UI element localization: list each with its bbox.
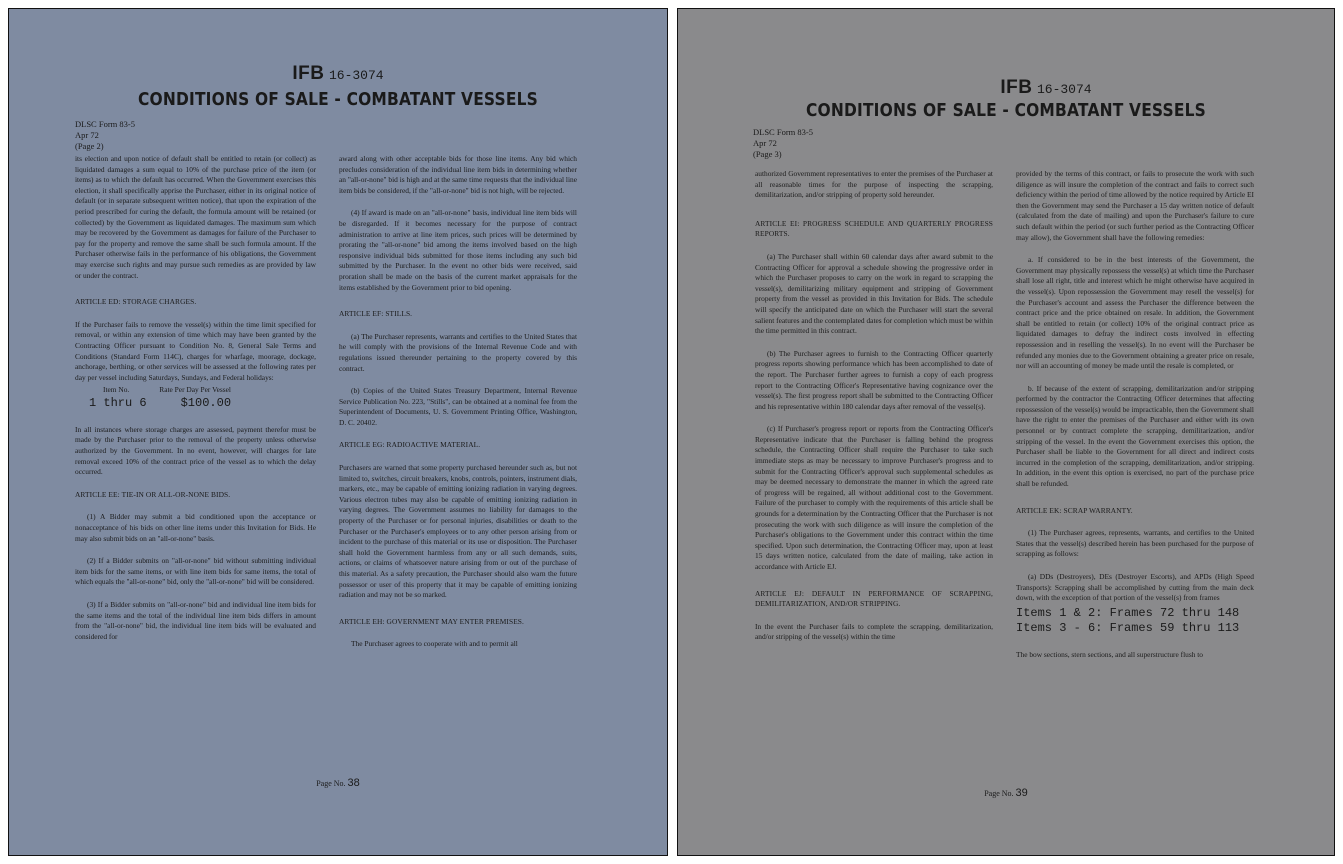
paragraph: If the Purchaser fails to remove the vessel(s) within the time limit specified for removal, or within any extension of time which may have been granted by the Contracting Officer pursuant to Condition No. 8, General Sale Terms and Conditions (Standard Form 114C), charges for wharfage, moorage, dockage, anchorage, berthing, or other services will be assessed at the following rates per day per vessel including Saturdays, Sundays, and Federal holidays: xyxy=(75,319,316,382)
table-header-rate: Rate Per Day Per Vessel xyxy=(159,385,231,395)
ifb-number: 16-3074 xyxy=(1036,82,1092,97)
page-number-label: Page No. xyxy=(316,779,346,788)
form-number: DLSC Form 83-5 xyxy=(75,119,135,129)
paragraph: In all instances where storage charges are assessed, payment therefor must be made by the Purchaser prior to the removal of the property unless otherwise authorized by the Government. In no event, however, will charges for late removal exceed 10% of the contract price of the vessel as to which the delay occurred. xyxy=(75,424,316,477)
paragraph: (b) The Purchaser agrees to furnish to the Contracting Officer quarterly progress reports showing performance which has been accomplished to date of the report. The Purchaser further agrees to furnish a copy of each progress report to the Contracting Officer's Representative having cognizance over the vessel(s). The first progress report shall be submitted to the Contracting Officer and his representative within 180 calendar days after removal of the vessel(s). xyxy=(755,348,993,411)
form-info xyxy=(75,119,135,152)
paragraph: (b) Copies of the United States Treasury Department, Internal Revenue Service Publication No. 223, "Stills", can be obtained at a nominal fee from the Superintendent of Documents, U. S. Government Printing Office, Washington, D. C. 20402. xyxy=(339,386,577,427)
document-page-38 xyxy=(8,8,668,856)
form-date: Apr 72 xyxy=(753,138,777,148)
page-number-label: Page No. xyxy=(984,789,1014,798)
frames-row xyxy=(1016,606,1254,621)
table-cell-items: 1 thru 6 xyxy=(89,395,147,410)
paragraph: (3) If a Bidder submits on "all-or-none" bid and individual line item bids for the same items and the total of the individual line item bids differs in amount from the "all-or-none" bid, the individual line item bids will be evaluated and considered for xyxy=(75,600,316,641)
page-number xyxy=(678,787,1334,799)
frames-list xyxy=(1016,606,1254,636)
paragraph: (1) The Purchaser agrees, represents, warrants, and certifies to the United States that the vessel(s) described herein has been purchased for the purpose of scrapping as follows: xyxy=(1016,528,1254,559)
paragraph: (2) If a Bidder submits on "all-or-none" bid without submitting individual item bids for the same items, or with line item bids for same items, the total of which equals the "all-or-none" bid, only the "all-or-none" bid will be considered. xyxy=(75,556,316,587)
form-page: (Page 2) xyxy=(75,141,104,151)
article-ed-heading: ARTICLE ED: STORAGE CHARGES. xyxy=(75,297,197,307)
paragraph: (c) If Purchaser's progress report or reports from the Contracting Officer's Representative indicate that the Purchaser is falling behind the progress schedule, the Contracting Officer shall require the Purchaser to take such immediate steps as may be necessary to improve Purchaser's progress and to submit for the Contracting Officer's approval such supplemental schedules as may be deemed necessary to demonstrate the manner in which the agreed rate of progress will be regained, all without additional cost to the Government. Failure of the purchaser to comply with the requirements of this article shall be grounds for a determination by the Contracting Officer that the Purchaser is not prosecuting the work with such diligence as will insure the completion of the Purchaser's obligations to the Government under this contract within the time specified. Upon such determination, the Contracting Officer may, upon at least 15 days written notice, calculated from the date of mailing, take action in accordance with Article EJ. xyxy=(755,424,993,571)
paragraph: (4) If award is made on an "all-or-none" basis, individual line item bids will be disregarded. If it becomes necessary for the purpose of contract administration to arrive at line item prices, such prices will be determined by prorating the "all-or-none" bid among the items involved based on the high responsive individual bids submitted for those items including any such bid submitted by the Purchaser. In the event no other bids were received, said proration shall be made on the basis of the current market appraisals for the items established by the Government prior to bid opening. xyxy=(339,208,577,292)
frames-range: Frames 59 thru 113 xyxy=(1109,620,1240,635)
paragraph: provided by the terms of this contract, or fails to prosecute the work with such diligence as will insure the completion of the contract and fails to correct such deficiency within the period of time allowed by the notice required by Article EI then the Government may send the Purchaser a 15 day written notice of default (calculated from the date of mailing) and upon the Purchaser's failure to cure such default within the period (or such further period as the Contracting Officer may allow), the Government shall have the following remedies: xyxy=(1016,169,1254,242)
article-ej-heading: ARTICLE EJ: DEFAULT IN PERFORMANCE OF SCRAPPING, DEMILITARIZATION, AND/OR STRIPPING. xyxy=(755,588,993,609)
right-column-2 xyxy=(1016,169,1254,672)
paragraph: In the event the Purchaser fails to complete the scrapping, demilitarization, and/or stripping of the vessel(s) within the time xyxy=(755,621,993,642)
paragraph: its election and upon notice of default shall be entitled to retain (or collect) as liquidated damages a sum equal to 10% of the purchase price of the item (or items) as to which the default has occurred. When the Government exercises this election, it shall specifically apprise the Purchaser, either in its original notice of default (or in separate subsequent written notice), that upon the expiration of the period prescribed for curing the default, the formula amount will be retained (or collected) by the Government as liquidated damages. The maximum sum which may be recovered by the Government as damages for failure of the Purchaser to pay for the property and remove the same shall be such formula amount. If the Purchaser otherwise fails in the performance of his obligations, the Government may exercise such rights and may pursue such remedies as are provided by law or under the contract. xyxy=(75,154,316,280)
document-page-39 xyxy=(677,8,1335,856)
frames-row xyxy=(1016,621,1254,636)
article-eg-heading: ARTICLE EG: RADIOACTIVE MATERIAL. xyxy=(339,440,481,450)
table-header-item: Item No. xyxy=(103,385,130,395)
article-ek-heading: ARTICLE EK: SCRAP WARRANTY. xyxy=(1016,505,1133,515)
ifb-header xyxy=(678,77,1335,99)
paragraph: The Purchaser agrees to cooperate with and to permit all xyxy=(351,639,518,649)
paragraph: authorized Government representatives to enter the premises of the Purchaser at all reasonable times for the purpose of inspecting the scrapping, demilitarization, and/or stripping of property sold hereunder. xyxy=(755,169,993,200)
paragraph: (a) The Purchaser represents, warrants and certifies to the United States that he will comply with the provisions of the Internal Revenue Code and with regulations issued thereunder pertaining to the property covered by this contract. xyxy=(339,331,577,373)
left-column-1 xyxy=(75,154,316,654)
paragraph: (a) The Purchaser shall within 60 calendar days after award submit to the Contracting Officer for approval a schedule showing the progressive order in which the Purchaser proposes to carry on the work in regard to scrapping the vessel(s), demilitarizing military equipment and stripping of Government property from the vessel as provided in this Invitation for Bids. The schedule will specify the anticipated date on which the Purchaser will start the several salient features and the contemplated dates for completion which must be within the time permitted in this contract. xyxy=(755,251,993,336)
page-number xyxy=(9,777,667,789)
page-number-value: 39 xyxy=(1015,787,1028,799)
form-date: Apr 72 xyxy=(75,130,99,140)
rate-table-header xyxy=(75,385,316,396)
page-title: CONDITIONS OF SALE - COMBATANT VESSELS xyxy=(806,100,1206,121)
paragraph: (1) A Bidder may submit a bid conditioned upon the acceptance or nonacceptance of his bids on other line items under this Invitation for Bids. He may also submit bids on an "all-or-none" basis. xyxy=(75,512,316,543)
paragraph: The bow sections, stern sections, and all superstructure flush to xyxy=(1016,649,1203,659)
frames-range: Frames 72 thru 148 xyxy=(1109,605,1240,620)
frames-items-label: Items 3 - 6: xyxy=(1016,620,1103,635)
article-ee-heading: ARTICLE EE: TIE-IN OR ALL-OR-NONE BIDS. xyxy=(75,489,231,499)
paragraph: award along with other acceptable bids for those line items. Any bid which precludes consideration of the individual line item bids in determining whether an "all-or-none" bid is high and at the same time requests that the individual line item bids be considered, if the "all-or-none" bid is not high, will be rejected. xyxy=(339,154,577,195)
article-ei-heading: ARTICLE EI: PROGRESS SCHEDULE AND QUARTERLY PROGRESS REPORTS. xyxy=(755,218,993,239)
paragraph: Purchasers are warned that some property purchased hereunder such as, but not limited to, switches, circuit breakers, knobs, controls, pointers, instrument dials, markers, etc., may be capable of emitting ionizing radiation in varying degrees. Various electron tubes may also be capable of emitting ionizing radiation in varying degrees. The Government assumes no liability for damages to the property of the Purchaser or for personal injuries, disabilities or death to the Purchaser or the Purchaser's employees or to any other person arising from or incident to the purchase of this material or its use or disposition. The Purchaser shall hold the Government harmless from any or all such demands, suits, actions, or claims of whatsoever nature arising from or out of the purchase of this material. As a safety precaution, the Purchaser should also warn the future possessor or user of this property that it may be capable of emitting ionizing radiation and may not be so marked. xyxy=(339,463,577,600)
paragraph: b. If because of the extent of scrapping, demilitarization and/or stripping performed by the contractor the Contracting Officer determines that affecting repossession of the vessel(s) would be impracticable, then the Government shall have the right to enter the premises of the Purchaser and either with its own personnel or by contract complete the scrapping, demilitarization, and/or stripping of the vessel. In the event the Government exercises this option, the Purchaser shall be liable to the Government for all direct and indirect costs incurred in the completion of the scrapping, demilitarization, and/or stripping. In addition, in the event this option is exercised, no part of the purchase price shall be refunded. xyxy=(1016,383,1254,489)
rate-table-row xyxy=(75,396,316,411)
ifb-number: 16-3074 xyxy=(328,68,384,83)
ifb-header xyxy=(9,63,667,85)
page-number-value: 38 xyxy=(347,777,360,789)
ifb-label: IFB xyxy=(1000,77,1033,98)
ifb-label: IFB xyxy=(292,63,325,84)
table-cell-rate: $100.00 xyxy=(180,395,232,410)
form-number: DLSC Form 83-5 xyxy=(753,127,813,137)
paragraph: (a) DDs (Destroyers), DEs (Destroyer Escorts), and APDs (High Speed Transports): Scrapping shall be accomplished by cutting from the main deck down, with the exception of that portion of the vessel(s) from frames xyxy=(1016,572,1254,603)
right-column-1 xyxy=(755,169,993,655)
article-ef-heading: ARTICLE EF: STILLS. xyxy=(339,309,413,319)
form-info xyxy=(753,127,813,160)
left-column-2 xyxy=(339,154,577,662)
article-eh-heading: ARTICLE EH: GOVERNMENT MAY ENTER PREMISES. xyxy=(339,616,524,626)
page-title: CONDITIONS OF SALE - COMBATANT VESSELS xyxy=(138,89,538,110)
frames-items-label: Items 1 & 2: xyxy=(1016,605,1103,620)
paragraph: a. If considered to be in the best interests of the Government, the Government may physically repossess the vessel(s) at which time the Purchaser shall lose all right, title and interest which he might otherwise have acquired in the vessel(s). Upon repossession the Government may resell the vessel(s) for the Purchaser's account and assess the Purchaser the difference between the contract price and the price obtained on resale. In addition, the Government shall be entitled to retain (or collect) 10% of the original contract price as liquidated damages to defray the indirect costs involved in effecting repossession and in reselling the vessel(s). In no event will the Purchaser be refunded any monies due to the Government obtaining a greater price on resale, nor will an accounting of money be made until the resale is completed, or xyxy=(1016,255,1254,371)
form-page: (Page 3) xyxy=(753,149,782,159)
